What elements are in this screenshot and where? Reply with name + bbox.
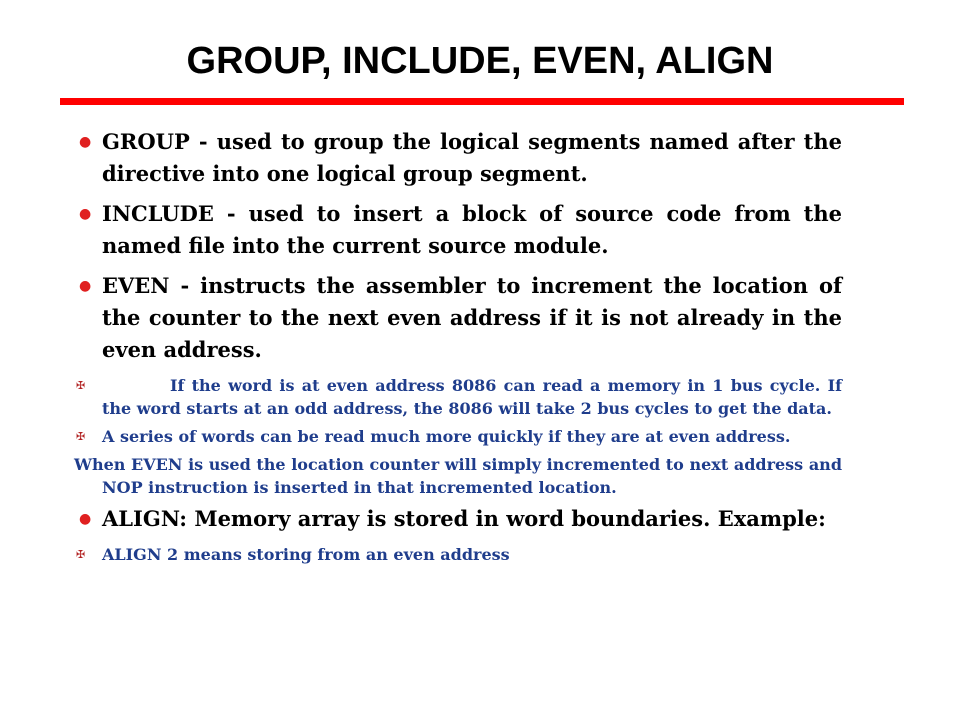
bullet-even — [74, 270, 842, 366]
sub-bullet-even-series — [74, 425, 842, 448]
sub-bullet-icon: ✠ — [76, 430, 86, 443]
bullet-align-text: ALIGN: Memory array is stored in word boundaries. Example: — [102, 506, 826, 531]
title-underline — [60, 98, 904, 105]
sub-bullet-icon: ✠ — [76, 548, 86, 561]
bullet-group-text: GROUP - used to group the logical segments named after the directive into one logical group segment. — [102, 129, 842, 186]
bullet-dot-icon: ● — [79, 134, 92, 150]
bullet-even-text: EVEN - instructs the assembler to increment the location of the counter to the next even address if it is not already in the even address. — [102, 273, 842, 362]
bullet-group — [74, 126, 842, 190]
sub-bullet-align-text: ALIGN 2 means storing from an even address — [102, 545, 510, 564]
slide-title: GROUP, INCLUDE, EVEN, ALIGN — [186, 40, 774, 82]
sub-bullet-align — [74, 543, 842, 566]
bullet-include — [74, 198, 842, 262]
bullet-dot-icon: ● — [79, 206, 92, 222]
sub-bullet-even-bus-cycle-text: If the word is at even address 8086 can read a memory in 1 bus cycle. If the word starts at an odd address, the 8086 will take 2 bus cycles to get the data. — [102, 376, 842, 418]
bullet-dot-icon: ● — [79, 511, 92, 527]
bullet-include-text: INCLUDE - used to insert a block of source code from the named file into the current source module. — [102, 201, 842, 258]
even-note: When EVEN is used the location counter will simply incremented to next address and NOP instruction is inserted in that incremented location. — [74, 455, 842, 497]
bullet-dot-icon: ● — [79, 278, 92, 294]
slide-body — [74, 126, 842, 571]
sub-bullet-even-series-text: A series of words can be read much more quickly if they are at even address. — [102, 427, 791, 446]
bullet-align — [74, 503, 842, 535]
sub-bullet-icon: ✠ — [76, 379, 86, 392]
sub-bullet-even-bus-cycle — [74, 374, 842, 420]
